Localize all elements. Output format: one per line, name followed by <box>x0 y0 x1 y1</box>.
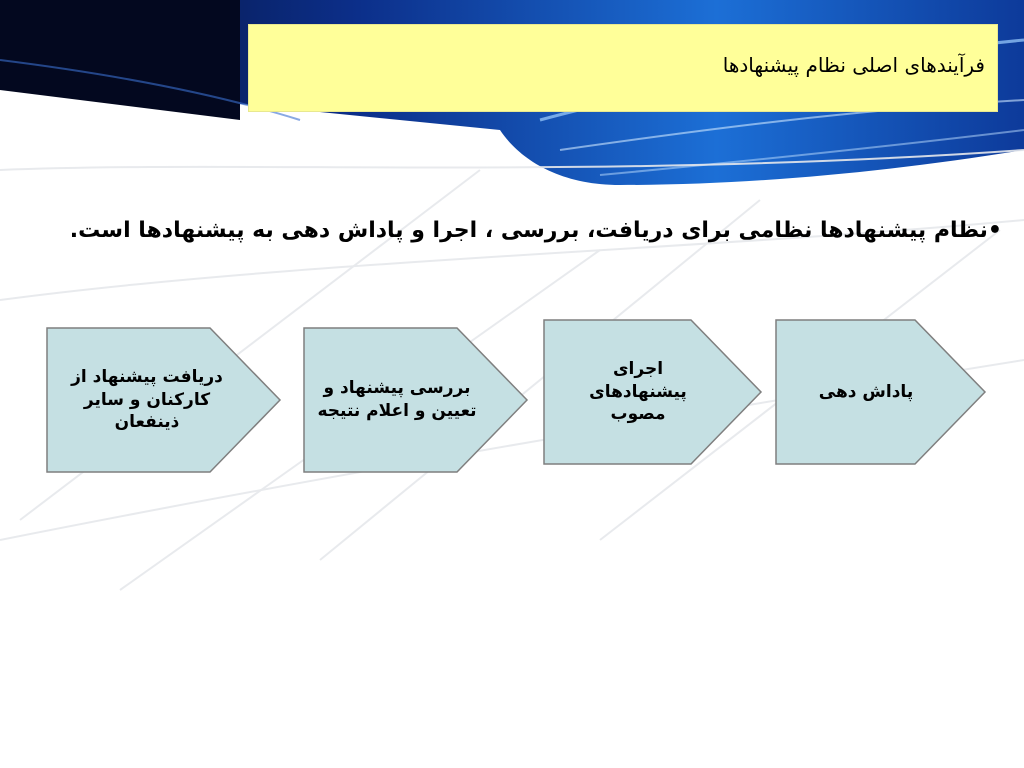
step-label: اجرای پیشنهادهای مصوب <box>589 358 687 425</box>
process-step-review <box>303 327 529 473</box>
process-step-receive <box>46 327 282 473</box>
process-step-implement <box>543 319 763 465</box>
step-label: بررسی پیشنهاد و تعیین و اعلام نتیجه <box>317 378 477 421</box>
title-box <box>248 24 998 112</box>
step-label: پاداش دهی <box>818 381 914 402</box>
slide-title: فرآیندهای اصلی نظام پیشنهادها <box>722 53 985 77</box>
step-label: دریافت پیشنهاد از کارکنان و سایر ذینفعان <box>71 366 223 433</box>
bullet-text: •نظام پیشنهادها نظامی برای دریافت، بررسی ، اجرا و پاداش دهی به پیشنهادها است. <box>69 218 1002 243</box>
process-step-reward <box>775 319 987 465</box>
